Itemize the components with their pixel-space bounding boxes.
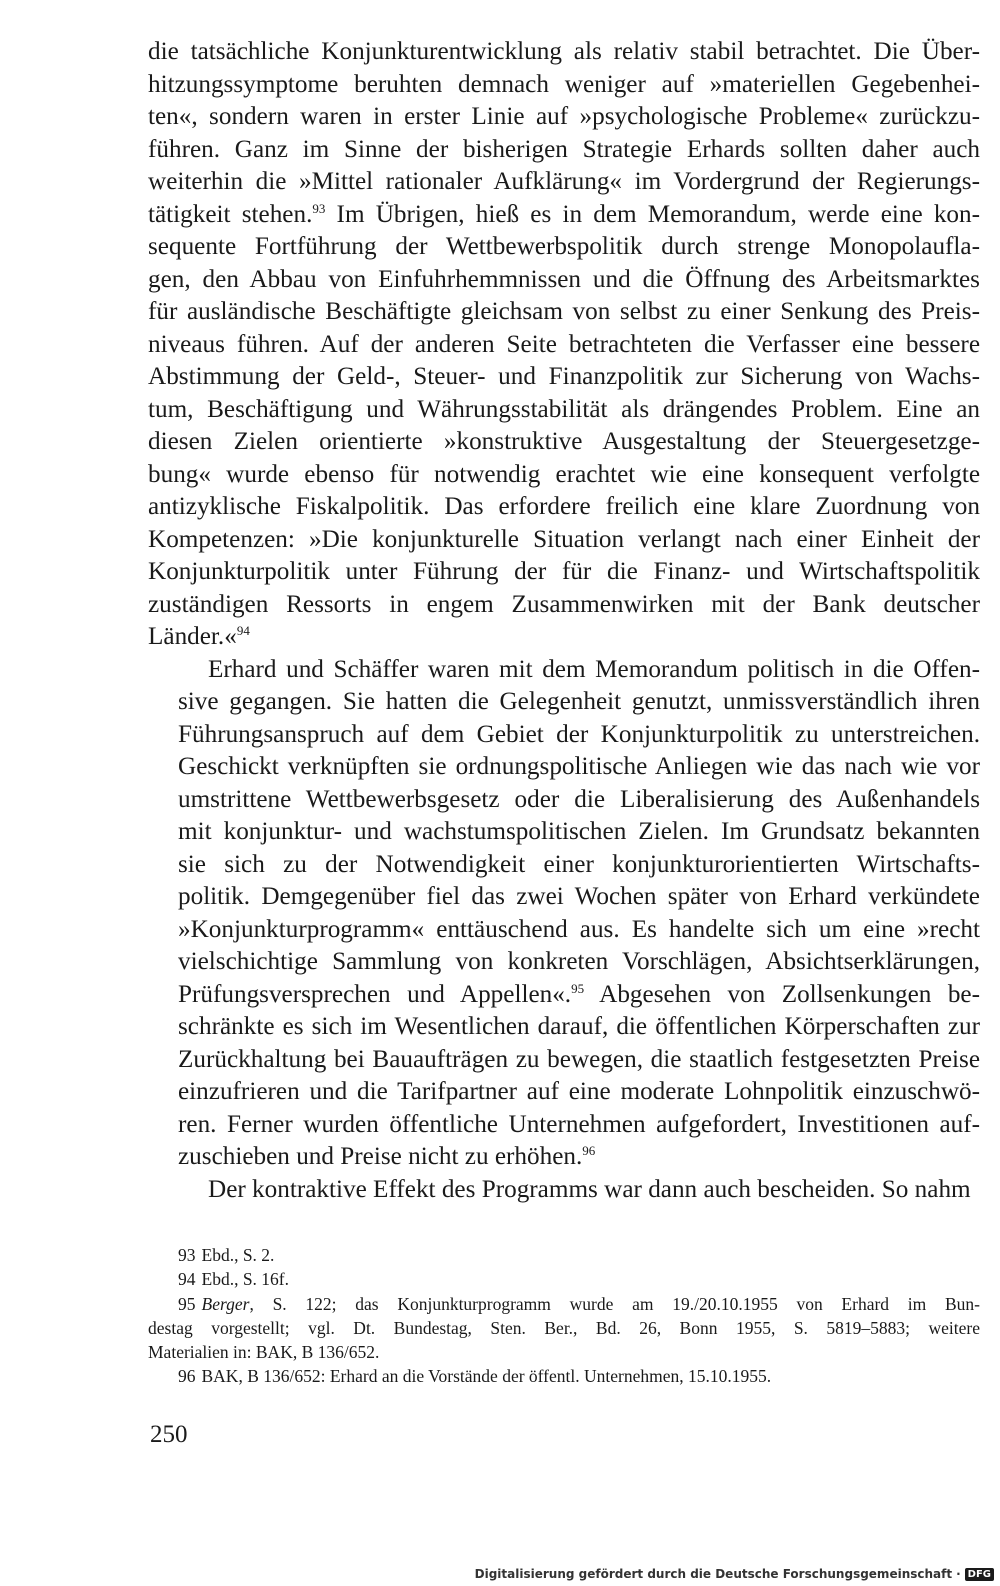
text-line: sie sich zu der Notwendigkeit einer konjunkturorientierten Wirtschafts-: [178, 850, 980, 878]
text-line: tätigkeit stehen.$^{93}$ Im Übrigen, hieß es in dem Memorandum, werde eine kon-: [148, 200, 980, 228]
footnote: [148, 1364, 980, 1388]
text-line: Führungsanspruch auf dem Gebiet der Konjunkturpolitik zu unterstreichen.: [178, 720, 980, 748]
text-line: diesen Zielen orientierte »konstruktive Ausgestaltung der Steuergesetzge-: [148, 428, 980, 455]
text-line: Abstimmung der Geld-, Steuer- und Finanzpolitik zur Sicherung von Wachs-: [148, 363, 980, 390]
footnote-ref: 96: [582, 1143, 596, 1158]
text-line: einzufrieren und die Tarifpartner auf eine moderate Lohnpolitik einzuschwö-: [178, 1078, 980, 1105]
digitization-footer: Digitalisierung gefördert durch die Deutsche Forschungsgemeinschaft · DFG: [475, 1567, 994, 1581]
text-line: hitzungssymptome beruhten demnach weniger auf »materiellen Gegebenhei-: [148, 70, 980, 98]
text-line: tum, Beschäftigung und Währungsstabilität als drängendes Problem. Eine an: [148, 395, 980, 423]
text-line: schränkte es sich im Wesentlichen darauf, die öffentlichen Körperschaften zur: [178, 1013, 980, 1040]
text-line: sive gegangen. Sie hatten die Gelegenheit genutzt, unmissverständlich ihren: [178, 688, 980, 715]
footnote-line: 94 Ebd., S. 16f.: [178, 1269, 289, 1290]
text-line: mit konjunktur- und wachstumspolitischen Zielen. Im Grundsatz bekannten: [178, 818, 980, 845]
text-line: Geschickt verknüpften sie ordnungspolitische Anliegen wie das nach wie vor: [178, 753, 980, 780]
footnote-line: 95 Berger, S. 122; das Konjunkturprogramm wurde am 19./20.10.1955 von Erhard im Bun-: [178, 1293, 980, 1314]
footnote: [148, 1267, 980, 1291]
text-line: Zurückhaltung bei Bauaufträgen zu bewegen, die staatlich festgesetzten Preise: [178, 1045, 980, 1073]
text-line: Konjunkturpolitik unter Führung der für die Finanz- und Wirtschaftspolitik: [148, 558, 980, 585]
text-line: für ausländische Beschäftigte gleichsam von selbst zu einer Senkung des Preis-: [148, 298, 980, 325]
text-line: Länder.«$^{94}$: [148, 623, 250, 650]
footnote: [148, 1243, 980, 1267]
footnote-number: 93: [178, 1245, 196, 1265]
page-number: 250: [150, 1421, 188, 1448]
text-line: antizyklische Fiskalpolitik. Das erfordere freilich eine klare Zuordnung von: [148, 493, 980, 520]
footer-text: Digitalisierung gefördert durch die Deutsche Forschungsgemeinschaft: [474, 1567, 953, 1581]
text-line: niveaus führen. Auf der anderen Seite betrachteten die Verfasser eine bessere: [148, 330, 980, 358]
paragraph: [148, 36, 980, 654]
text-line: weiterhin die »Mittel rationaler Aufklärung« im Vordergrund der Regierungs-: [148, 168, 980, 195]
footnote-number: 95: [178, 1293, 196, 1314]
footnote-line: Materialien in: BAK, B 136/652.: [148, 1342, 380, 1363]
footnotes: [148, 1243, 980, 1389]
text-line: Der kontraktive Effekt des Programms war dann auch bescheiden. So nahm: [208, 1175, 971, 1203]
footnote-ref: 95: [571, 980, 585, 996]
text-line: »Konjunkturprogramm« enttäuschend aus. Es handelte sich um eine »recht: [178, 915, 980, 943]
text-line: Erhard und Schäffer waren mit dem Memorandum politisch in die Offen-: [208, 655, 980, 683]
text-line: die tatsächliche Konjunkturentwicklung als relativ stabil betrachtet. Die Über-: [148, 38, 980, 65]
text-line: sequente Fortführung der Wettbewerbspolitik durch strenge Monopolaufla-: [148, 233, 980, 260]
footnote-line: 93 Ebd., S. 2.: [178, 1245, 275, 1265]
text-line: zuständigen Ressorts in engem Zusammenwirken mit der Bank deutscher: [148, 590, 980, 618]
footnote-author: Berger: [201, 1293, 250, 1314]
footnote-number: 94: [178, 1269, 196, 1290]
text-line: vielschichtige Sammlung von konkreten Vorschlägen, Absichtserklärungen,: [178, 948, 980, 975]
footnote-ref: 93: [312, 200, 326, 216]
text-line: gen, den Abbau von Einfuhrhemmnissen und die Öffnung des Arbeitsmarktes: [148, 265, 980, 293]
text-line: ren. Ferner wurden öffentliche Unternehmen aufgefordert, Investitionen auf-: [178, 1110, 980, 1138]
footnote-line: 96 BAK, B 136/652: Erhard an die Vorstände der öffentl. Unternehmen, 15.10.1955.: [178, 1366, 772, 1387]
text-line: ten«, sondern waren in erster Linie auf »psychologische Probleme« zurückzu-: [148, 103, 980, 130]
footnote-line: destag vorgestellt; vgl. Dt. Bundestag, Sten. Ber., Bd. 26, Bonn 1955, S. 5819–5883; weitere: [148, 1317, 980, 1338]
paragraph: [148, 1174, 980, 1207]
main-text: [148, 36, 980, 1206]
text-line: politik. Demgegenüber fiel das zwei Wochen später von Erhard verkündete: [178, 883, 980, 910]
text-line: führen. Ganz im Sinne der bisherigen Strategie Erhards sollten daher auch: [148, 135, 980, 163]
text-line: bung« wurde ebenso für notwendig erachtet wie eine konsequent verfolgte: [148, 460, 980, 488]
footnote-number: 96: [178, 1366, 196, 1387]
text-line: Prüfungsversprechen und Appellen«.$^{95}$ Abgesehen von Zollsenkungen be-: [178, 980, 980, 1008]
text-line: zuschieben und Preise nicht zu erhöhen.$^{96}$: [178, 1143, 596, 1170]
dfg-logo: DFG: [965, 1568, 994, 1581]
paragraph: [148, 654, 980, 1174]
footnote-ref: 94: [236, 623, 250, 638]
text-line: umstrittene Wettbewerbsgesetz oder die Liberalisierung des Außenhandels: [178, 785, 980, 813]
footnote: [148, 1292, 980, 1365]
text-line: Kompetenzen: »Die konjunkturelle Situation verlangt nach einer Einheit der: [148, 525, 980, 553]
